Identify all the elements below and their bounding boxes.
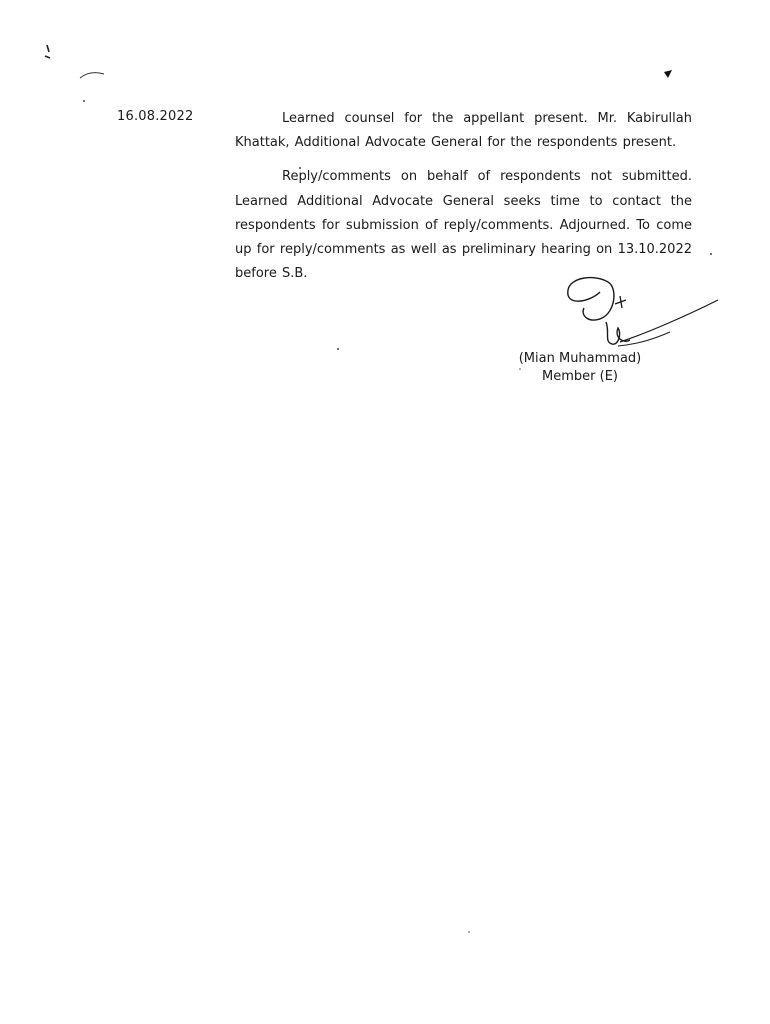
scan-mark-corner bbox=[80, 73, 104, 78]
handwritten-signature bbox=[560, 272, 725, 352]
order-date: 16.08.2022 bbox=[117, 109, 194, 124]
signatory-name: (Mian Muhammad) bbox=[518, 351, 642, 366]
scan-mark-top-right bbox=[664, 70, 672, 78]
signatory-block bbox=[500, 350, 660, 386]
signatory-designation: Member (E) bbox=[542, 369, 618, 384]
order-paragraph-adjournment: Reply/comments on behalf of respondents not submitted. Learned Additional Advocate General seeks time to contact the respondents for submission of reply/comments. Adjourned. To come up for reply/comments as well as preliminary hearing on 13.10.2022 before S.B. bbox=[235, 169, 692, 282]
order-paragraph-attendance: Learned counsel for the appellant present. Mr. Kabirullah Khattak, Additional Advocate General for the respondents present. bbox=[235, 111, 692, 151]
order-sheet-text bbox=[235, 107, 692, 286]
scan-mark-top-left bbox=[45, 45, 50, 58]
